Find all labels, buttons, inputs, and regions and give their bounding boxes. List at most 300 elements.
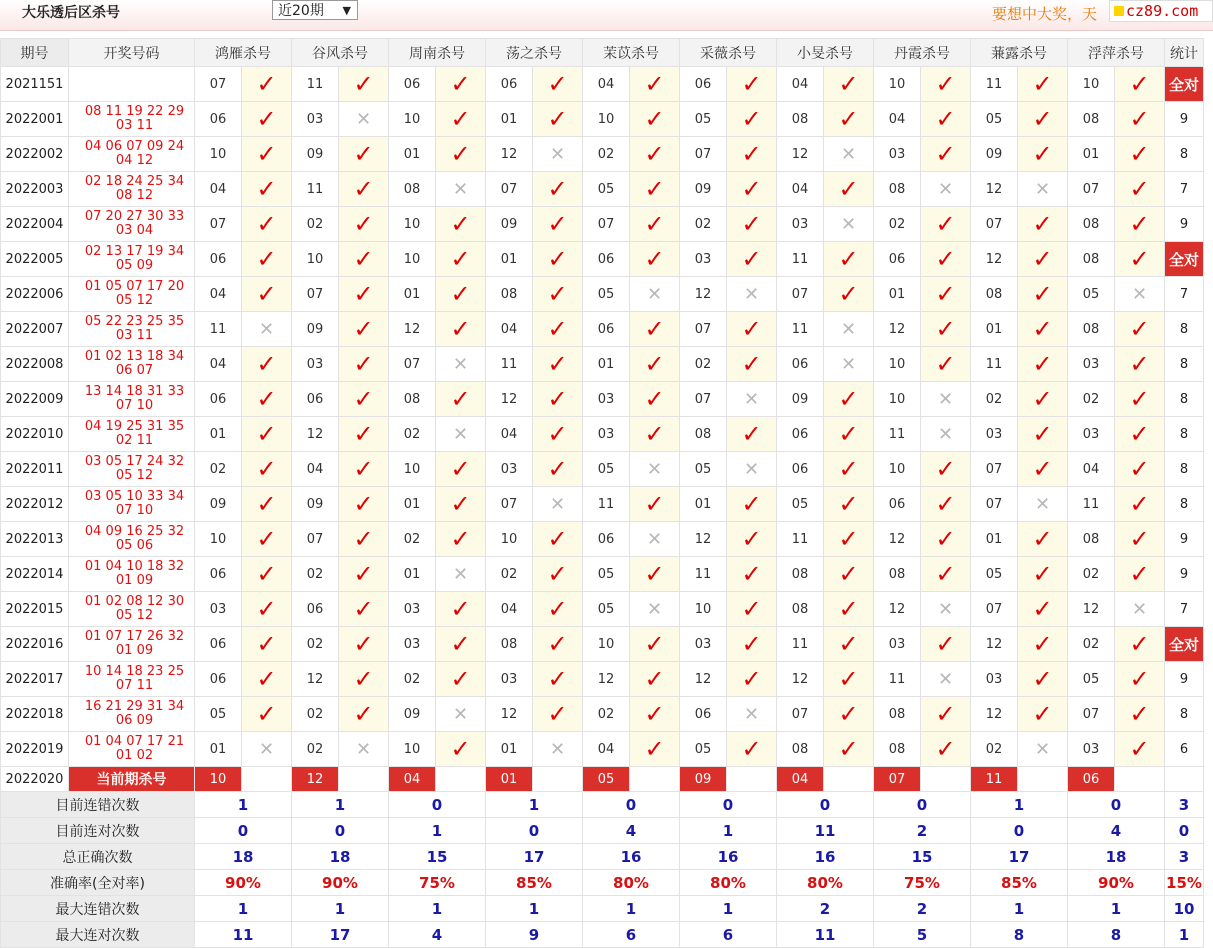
stat-value: 90% (1068, 870, 1165, 896)
table-row (1, 522, 1204, 557)
check-icon (339, 172, 389, 207)
kill-number-cell: 12 (971, 697, 1018, 732)
kill-number-cell: 03 (195, 592, 242, 627)
front-numbers: 04 19 25 31 35 (84, 419, 185, 434)
kill-number-cell: 12 (680, 277, 727, 312)
kill-number-cell: 07 (777, 697, 824, 732)
row-total-cell: 8 (1165, 697, 1204, 732)
check-icon (824, 557, 874, 592)
front-numbers: 02 18 24 25 34 (84, 174, 185, 189)
check-icon (921, 137, 971, 172)
check-icon (921, 627, 971, 662)
row-total-cell: 9 (1165, 102, 1204, 137)
row-total-cell: 8 (1165, 312, 1204, 347)
kill-number-cell: 02 (1068, 382, 1115, 417)
stat-value: 0 (583, 792, 680, 818)
check-icon (1018, 137, 1068, 172)
front-numbers: 13 14 18 31 33 (84, 384, 185, 399)
table-row (1, 452, 1204, 487)
current-kill-spacer (921, 767, 971, 792)
current-kill-number: 04 (777, 767, 824, 792)
check-icon (242, 207, 292, 242)
kill-number-cell: 05 (583, 592, 630, 627)
kill-number-cell: 11 (777, 627, 824, 662)
table-row (1, 662, 1204, 697)
kill-number-cell: 09 (292, 487, 339, 522)
check-icon (1018, 207, 1068, 242)
row-total-cell: 8 (1165, 417, 1204, 452)
check-icon (630, 662, 680, 697)
stat-value: 17 (486, 844, 583, 870)
row-total-cell: 全对 (1165, 627, 1204, 662)
draw-numbers-cell (69, 137, 195, 172)
kill-number-cell: 02 (292, 207, 339, 242)
draw-numbers-cell (69, 662, 195, 697)
row-total-cell: 8 (1165, 452, 1204, 487)
kill-number-cell: 05 (971, 557, 1018, 592)
back-numbers: 06 07 (115, 363, 154, 378)
kill-number-cell: 12 (777, 662, 824, 697)
cross-icon (824, 312, 874, 347)
cross-icon (533, 137, 583, 172)
cross-icon (630, 522, 680, 557)
kill-number-cell: 04 (777, 172, 824, 207)
kill-number-cell: 09 (486, 207, 533, 242)
check-icon (824, 242, 874, 277)
check-icon (1018, 67, 1068, 102)
kill-number-cell: 10 (583, 102, 630, 137)
kill-number-cell: 11 (777, 242, 824, 277)
check-icon (1115, 137, 1165, 172)
kill-number-cell: 02 (389, 417, 436, 452)
check-icon (1115, 452, 1165, 487)
kill-number-cell: 02 (1068, 627, 1115, 662)
kill-number-cell: 10 (389, 102, 436, 137)
check-icon (727, 207, 777, 242)
row-total-cell: 8 (1165, 137, 1204, 172)
check-icon (1115, 102, 1165, 137)
row-total-cell: 9 (1165, 557, 1204, 592)
check-icon (824, 732, 874, 767)
check-icon (533, 207, 583, 242)
draw-numbers-cell (69, 557, 195, 592)
check-icon (436, 662, 486, 697)
row-total-cell: 6 (1165, 732, 1204, 767)
kill-number-cell: 09 (971, 137, 1018, 172)
check-icon (921, 312, 971, 347)
table-row (1, 102, 1204, 137)
check-icon (242, 67, 292, 102)
back-numbers: 08 12 (115, 188, 154, 203)
kill-number-cell: 01 (389, 277, 436, 312)
kill-number-cell: 08 (777, 102, 824, 137)
stat-value: 11 (195, 922, 292, 948)
stat-value: 0 (292, 818, 389, 844)
kill-number-cell: 08 (389, 382, 436, 417)
stat-value: 1 (292, 792, 389, 818)
kill-number-cell: 08 (1068, 207, 1115, 242)
check-icon (436, 102, 486, 137)
kill-number-cell: 05 (195, 697, 242, 732)
cross-icon (242, 312, 292, 347)
issue-cell: 2022017 (1, 662, 69, 697)
stat-value: 1 (195, 896, 292, 922)
stat-value: 16 (777, 844, 874, 870)
front-numbers: 01 07 17 26 32 (84, 629, 185, 644)
issue-cell: 2022014 (1, 557, 69, 592)
check-icon (436, 382, 486, 417)
check-icon (242, 277, 292, 312)
stat-value: 90% (195, 870, 292, 896)
check-icon (436, 522, 486, 557)
check-icon (1115, 207, 1165, 242)
table-row (1, 557, 1204, 592)
check-icon (436, 67, 486, 102)
check-icon (630, 417, 680, 452)
cross-icon (1115, 592, 1165, 627)
check-icon (1115, 697, 1165, 732)
stat-total: 3 (1165, 792, 1204, 818)
current-kill-number: 01 (486, 767, 533, 792)
kill-number-cell: 03 (389, 592, 436, 627)
kill-number-cell: 07 (680, 137, 727, 172)
kill-number-cell: 06 (680, 67, 727, 102)
kill-number-cell: 08 (389, 172, 436, 207)
check-icon (921, 452, 971, 487)
cross-icon (1018, 732, 1068, 767)
check-icon (921, 347, 971, 382)
stat-value: 4 (1068, 818, 1165, 844)
check-icon (242, 557, 292, 592)
check-icon (533, 382, 583, 417)
kill-number-cell: 04 (195, 347, 242, 382)
check-icon (436, 242, 486, 277)
table-row (1, 242, 1204, 277)
stat-value: 1 (486, 792, 583, 818)
front-numbers: 05 22 23 25 35 (84, 314, 185, 329)
kill-number-cell: 03 (389, 627, 436, 662)
kill-number-cell: 07 (389, 347, 436, 382)
kill-number-cell: 12 (971, 242, 1018, 277)
stat-value: 16 (583, 844, 680, 870)
logo-text: cz89.com (1126, 2, 1199, 20)
kill-number-cell: 10 (874, 67, 921, 102)
kill-number-cell: 04 (486, 417, 533, 452)
kill-number-cell: 02 (389, 522, 436, 557)
kill-number-cell: 08 (1068, 102, 1115, 137)
kill-number-cell: 02 (583, 697, 630, 732)
row-total-cell: 9 (1165, 662, 1204, 697)
issue-cell: 2022015 (1, 592, 69, 627)
kill-number-cell: 11 (777, 522, 824, 557)
check-icon (921, 242, 971, 277)
cross-icon (533, 487, 583, 522)
kill-number-cell: 12 (680, 662, 727, 697)
cross-icon (436, 557, 486, 592)
check-icon (630, 67, 680, 102)
kill-number-cell: 06 (777, 452, 824, 487)
kill-number-cell: 07 (680, 382, 727, 417)
stat-value: 0 (680, 792, 777, 818)
front-numbers: 01 04 07 17 21 (84, 734, 185, 749)
check-icon (824, 697, 874, 732)
check-icon (824, 277, 874, 312)
front-numbers: 07 20 27 30 33 (84, 209, 185, 224)
cross-icon (630, 592, 680, 627)
current-kill-spacer (533, 767, 583, 792)
draw-numbers-cell (69, 67, 195, 102)
check-icon (242, 347, 292, 382)
cross-icon (824, 347, 874, 382)
stat-row (1, 818, 1204, 844)
cross-icon (727, 382, 777, 417)
kill-number-cell: 02 (971, 382, 1018, 417)
draw-numbers-cell (69, 277, 195, 312)
issue-cell: 2022001 (1, 102, 69, 137)
kill-number-cell: 03 (583, 382, 630, 417)
kill-number-cell: 04 (486, 592, 533, 627)
check-icon (533, 522, 583, 557)
kill-number-cell: 04 (486, 312, 533, 347)
col-header-issue: 期号 (1, 39, 69, 67)
check-icon (242, 172, 292, 207)
check-icon (436, 487, 486, 522)
kill-number-cell: 10 (680, 592, 727, 627)
check-icon (1115, 417, 1165, 452)
check-icon (339, 522, 389, 557)
col-header-expert: 谷风杀号 (292, 39, 389, 67)
kill-number-cell: 12 (874, 592, 921, 627)
kill-number-cell: 03 (486, 662, 533, 697)
check-icon (533, 172, 583, 207)
check-icon (630, 137, 680, 172)
draw-numbers-cell (69, 347, 195, 382)
front-numbers: 04 09 16 25 32 (84, 524, 185, 539)
kill-number-cell: 01 (389, 487, 436, 522)
stat-value: 0 (486, 818, 583, 844)
issue-cell: 2022006 (1, 277, 69, 312)
check-icon (242, 522, 292, 557)
kill-number-cell: 10 (874, 452, 921, 487)
back-numbers: 05 09 (115, 258, 154, 273)
kill-number-cell: 03 (680, 242, 727, 277)
kill-number-cell: 08 (777, 732, 824, 767)
check-icon (1115, 522, 1165, 557)
row-total-cell: 8 (1165, 347, 1204, 382)
kill-number-cell: 11 (971, 67, 1018, 102)
kill-number-cell: 12 (486, 137, 533, 172)
current-kill-spacer (630, 767, 680, 792)
kill-number-cell: 08 (680, 417, 727, 452)
kill-number-cell: 05 (583, 172, 630, 207)
kill-number-cell: 05 (971, 102, 1018, 137)
back-numbers: 01 09 (115, 573, 154, 588)
check-icon (824, 172, 874, 207)
period-select[interactable] (272, 0, 358, 20)
kill-number-cell: 01 (389, 137, 436, 172)
stat-value: 4 (583, 818, 680, 844)
stat-value: 80% (777, 870, 874, 896)
front-numbers: 03 05 17 24 32 (84, 454, 185, 469)
check-icon (339, 242, 389, 277)
period-select-value: 近20期 (278, 3, 324, 19)
col-header-expert: 丹霞杀号 (874, 39, 971, 67)
check-icon (1018, 277, 1068, 312)
stat-value: 85% (971, 870, 1068, 896)
current-kill-spacer (727, 767, 777, 792)
kill-number-cell: 11 (1068, 487, 1115, 522)
kill-number-cell: 11 (486, 347, 533, 382)
kill-number-cell: 06 (292, 382, 339, 417)
kill-number-cell: 10 (195, 522, 242, 557)
table-row (1, 697, 1204, 732)
kill-number-cell: 05 (680, 732, 727, 767)
stat-value: 6 (680, 922, 777, 948)
kill-number-cell: 11 (195, 312, 242, 347)
cross-icon (824, 137, 874, 172)
issue-cell: 2022009 (1, 382, 69, 417)
kill-number-cell: 11 (777, 312, 824, 347)
kill-number-cell: 03 (1068, 417, 1115, 452)
kill-number-cell: 11 (680, 557, 727, 592)
row-total-cell: 9 (1165, 207, 1204, 242)
stat-value: 15 (874, 844, 971, 870)
stat-label: 准确率(全对率) (1, 870, 195, 896)
check-icon (921, 102, 971, 137)
check-icon (727, 137, 777, 172)
check-icon (1115, 487, 1165, 522)
stat-value: 0 (777, 792, 874, 818)
check-icon (339, 452, 389, 487)
current-kill-spacer (1115, 767, 1165, 792)
check-icon (630, 347, 680, 382)
check-icon (242, 382, 292, 417)
kill-number-cell: 07 (583, 207, 630, 242)
issue-cell: 2022012 (1, 487, 69, 522)
check-icon (1115, 242, 1165, 277)
check-icon (533, 242, 583, 277)
kill-number-cell: 07 (777, 277, 824, 312)
cross-icon (921, 417, 971, 452)
check-icon (242, 487, 292, 522)
front-numbers: 01 02 13 18 34 (84, 349, 185, 364)
kill-number-cell: 06 (389, 67, 436, 102)
cross-icon (436, 172, 486, 207)
kill-number-cell: 02 (292, 627, 339, 662)
cross-icon (727, 452, 777, 487)
stat-row (1, 844, 1204, 870)
kill-number-cell: 06 (583, 522, 630, 557)
stat-value: 1 (680, 896, 777, 922)
check-icon (339, 137, 389, 172)
stat-value: 90% (292, 870, 389, 896)
kill-number-cell: 05 (583, 557, 630, 592)
check-icon (242, 417, 292, 452)
kill-number-cell: 08 (1068, 522, 1115, 557)
stat-label: 目前连对次数 (1, 818, 195, 844)
stat-value: 17 (971, 844, 1068, 870)
check-icon (727, 487, 777, 522)
kill-number-cell: 06 (874, 242, 921, 277)
front-numbers: 16 21 29 31 34 (84, 699, 185, 714)
kill-number-cell: 10 (1068, 67, 1115, 102)
check-icon (339, 662, 389, 697)
site-logo[interactable] (1109, 0, 1213, 22)
kill-number-cell: 04 (195, 277, 242, 312)
check-icon (921, 487, 971, 522)
check-icon (436, 732, 486, 767)
stat-value: 0 (874, 792, 971, 818)
kill-number-cell: 11 (292, 172, 339, 207)
check-icon (1018, 522, 1068, 557)
kill-number-cell: 11 (874, 662, 921, 697)
check-icon (1115, 557, 1165, 592)
check-icon (242, 102, 292, 137)
kill-number-cell: 09 (292, 137, 339, 172)
draw-numbers-cell (69, 207, 195, 242)
front-numbers: 08 11 19 22 29 (84, 104, 185, 119)
stat-value: 75% (874, 870, 971, 896)
kill-number-cell: 06 (583, 312, 630, 347)
check-icon (1115, 382, 1165, 417)
kill-number-cell: 09 (777, 382, 824, 417)
col-header-expert: 小旻杀号 (777, 39, 874, 67)
check-icon (630, 487, 680, 522)
kill-number-cell: 06 (292, 592, 339, 627)
row-total-cell: 全对 (1165, 67, 1204, 102)
current-kill-number: 12 (292, 767, 339, 792)
check-icon (727, 312, 777, 347)
table-row (1, 172, 1204, 207)
check-icon (824, 417, 874, 452)
stat-label: 目前连错次数 (1, 792, 195, 818)
kill-number-cell: 03 (971, 662, 1018, 697)
col-header-expert: 茉苡杀号 (583, 39, 680, 67)
kill-number-cell: 10 (292, 242, 339, 277)
check-icon (1018, 347, 1068, 382)
check-icon (1018, 697, 1068, 732)
check-icon (339, 277, 389, 312)
check-icon (921, 557, 971, 592)
kill-number-cell: 12 (486, 697, 533, 732)
back-numbers: 06 09 (115, 713, 154, 728)
check-icon (436, 137, 486, 172)
check-icon (242, 242, 292, 277)
stat-value: 2 (874, 896, 971, 922)
kill-number-cell: 10 (583, 627, 630, 662)
check-icon (533, 417, 583, 452)
check-icon (824, 627, 874, 662)
check-icon (1018, 592, 1068, 627)
cross-icon (630, 277, 680, 312)
kill-number-cell: 11 (874, 417, 921, 452)
stat-value: 16 (680, 844, 777, 870)
kill-number-cell: 01 (680, 487, 727, 522)
draw-numbers-cell (69, 592, 195, 627)
current-kill-number: 04 (389, 767, 436, 792)
kill-number-cell: 10 (389, 732, 436, 767)
check-icon (824, 662, 874, 697)
stat-value: 80% (680, 870, 777, 896)
top-bar (0, 0, 1213, 31)
check-icon (1115, 347, 1165, 382)
check-icon (533, 312, 583, 347)
check-icon (824, 522, 874, 557)
check-icon (630, 102, 680, 137)
check-icon (727, 627, 777, 662)
row-total-cell: 8 (1165, 382, 1204, 417)
check-icon (533, 67, 583, 102)
